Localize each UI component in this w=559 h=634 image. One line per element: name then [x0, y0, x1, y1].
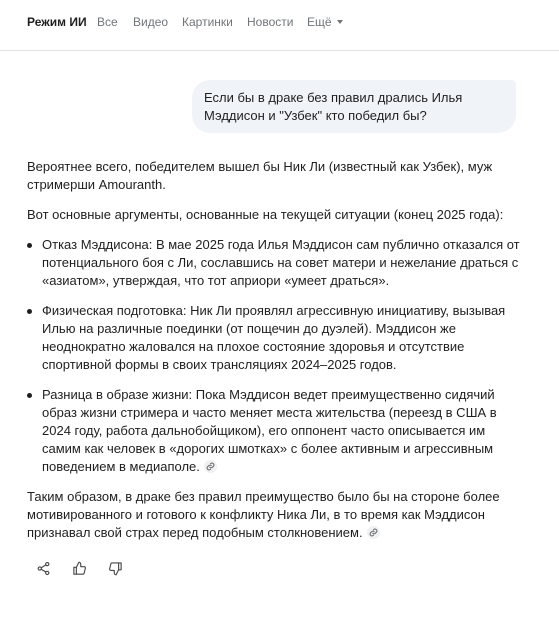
- tab-news[interactable]: Новости: [247, 15, 294, 29]
- arguments-list: [27, 236, 527, 476]
- tab-more[interactable]: [307, 15, 343, 29]
- list-item-text: Отказ Мэддисона: В мае 2025 года Илья Мэддисон сам публично отказался от потенциального боя с Ли, сославшись на совет матери и нежелание драться с «азиатом», утверждая, что тот априори «умеет драться».: [42, 237, 520, 288]
- query-line-2: Мэддисон и "Узбек" кто победил бы?: [204, 108, 427, 123]
- link-icon[interactable]: [367, 526, 380, 539]
- list-item-text: Физическая подготовка: Ник Ли проявлял агрессивную инициативу, вызывая Илью на различные поединки (от пощечин до дуэлей). Мэддисон же неоднократно жаловался на плохое состояние здоровья и отсутствие спортивной формы в своих трансляциях 2024–2025 годов.: [42, 303, 506, 372]
- answer-intro: Вероятнее всего, победителем вышел бы Ник Ли (известный как Узбек), муж стримерши Amouranth.: [27, 159, 493, 192]
- query-line-1: Если бы в драке без правил дрались Илья: [204, 90, 463, 105]
- link-icon[interactable]: [204, 460, 217, 473]
- conclusion-text: Таким образом, в драке без правил преимущество было бы на стороне более мотивированного и готового к конфликту Ника Ли, в то время как Мэддисон признавал свой страх перед подобным столкновением.: [27, 489, 500, 540]
- share-icon[interactable]: [34, 559, 52, 577]
- answer-conclusion: [27, 488, 527, 542]
- tab-images[interactable]: Картинки: [182, 15, 233, 29]
- list-item: [27, 386, 527, 476]
- tab-ai-mode[interactable]: Режим ИИ: [27, 15, 87, 29]
- bullet-dot: [27, 393, 32, 398]
- list-item: [27, 302, 527, 374]
- thumbs-up-icon[interactable]: [70, 559, 88, 577]
- thumbs-down-icon[interactable]: [106, 559, 124, 577]
- tab-video[interactable]: Видео: [133, 15, 169, 29]
- list-item: [27, 236, 527, 290]
- ai-answer: [27, 158, 527, 542]
- chevron-down-icon: [337, 20, 343, 24]
- bullet-dot: [27, 309, 32, 314]
- bullet-dot: [27, 243, 32, 248]
- top-navigation: [0, 0, 559, 51]
- list-item-text: Разница в образе жизни: Пока Мэддисон ведет преимущественно сидячий образ жизни стримера и часто меняет места жительства (переезд в США в 2024 году, работа дальнобойщиком), его оппонент часто описывается им самим как человек в «дорогих шмотках» с более активным и агрессивным поведением в медиаполе.: [42, 387, 497, 474]
- tab-more-label: Ещё: [307, 15, 332, 29]
- tab-all[interactable]: Все: [97, 15, 118, 29]
- user-query-bubble: [192, 80, 516, 133]
- answer-args-heading: Вот основные аргументы, основанные на текущей ситуации (конец 2025 года):: [27, 207, 504, 222]
